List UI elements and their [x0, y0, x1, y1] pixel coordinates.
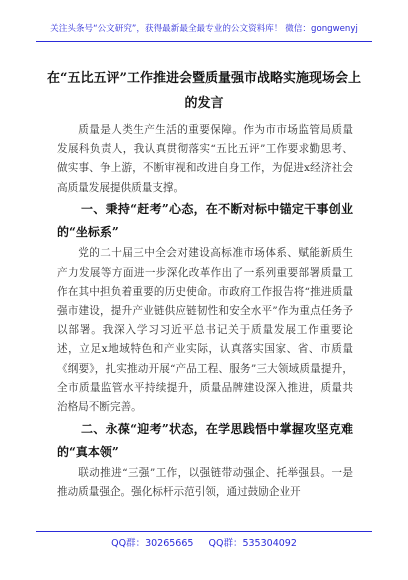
- section-2-paragraph: 联动推进“三强”工作，以强链带动强企、托举强县。一是推动质量强企。强化标杆示范引领，通过鼓励企业开: [57, 466, 353, 498]
- section-1-paragraph: 党的二十届三中全会对建设高标准市场体系、赋能新质生产力发展等方面进一步深化改革作出了一系列重要部署质量工作在其中担负着重要的历史使命。市政府工作报告将“推进质量强市建设，提升产业链供应链韧性和安全水平”作为重点任务予以部署。我深入学习习近平总书记关于质量发展工作重要论述，立足x地域特色和产业实际，认真落实国家、省、市质量《纲要》，扎实推动开展“产品工程、服务”三大领域质量提升，全市质量监管水平持续提升，质量品牌建设深入推进，质量共治格局不断完善。: [57, 247, 353, 413]
- footer-contact: QQ群：30265665 QQ群：535304092: [111, 538, 297, 549]
- intro-paragraph: 质量是人类生产生活的重要保障。作为市市场监管局质量发展科负责人，我认真贯彻落实“五比五评”工作要求勤思考、做实事、争上游，不断审视和改进自身工作，为促进x经济社会高质量发展提供质量支撑。: [57, 124, 353, 194]
- document-body: [57, 121, 353, 503]
- footer-rule: [36, 531, 372, 532]
- header-banner: 关注头条号“公文研究”，获得最新最全最专业的公文资料库！ 微信：gongwenyj: [50, 24, 358, 34]
- title-line-1: 在“五比五评”工作推进会暨质量强市战略实施现场会上: [47, 71, 361, 86]
- header-rule: [36, 41, 372, 42]
- section-heading-2: 二、永葆“迎考”状态，在学思践悟中掌握攻坚克难的“真本领”: [57, 421, 353, 459]
- document-title: [40, 66, 368, 116]
- section-heading-1: 一、秉持“赶考”心态，在不断对标中锚定干事创业的“坐标系”: [57, 202, 353, 240]
- title-line-2: 的发言: [184, 96, 224, 111]
